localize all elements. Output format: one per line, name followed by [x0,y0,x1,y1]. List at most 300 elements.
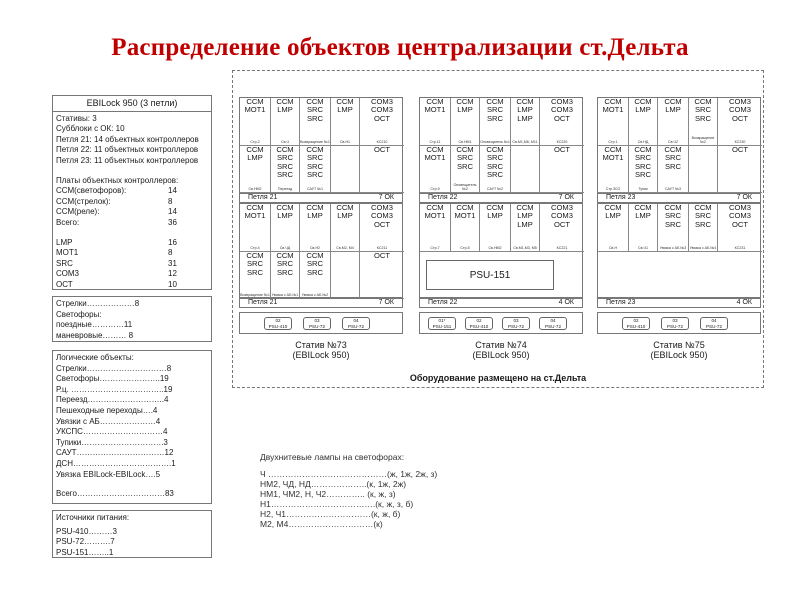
signals-body [53,297,211,343]
module-label: CCM [246,97,264,106]
module-label: LMP [517,219,533,229]
plate-row [56,186,208,197]
module-label: CCM [516,203,534,212]
module-label: CCM [486,203,504,212]
summary-panel [52,95,212,290]
module-label: LMP [665,105,681,115]
module-label: SRC [664,161,682,171]
module-label: LMP [247,153,263,163]
module-label: CCM [276,251,294,260]
logic-line: Тупики………………………….3 [56,437,168,447]
module-slot [271,146,300,193]
module-label: CCM [516,97,534,106]
legend-line: НМ2, ЧД, НД………………..(к, 1ж, 2ж) [260,479,407,489]
module-slot [240,98,271,146]
board-row-value: 16 [168,237,177,247]
module-label: CCM [634,203,652,212]
object-label: САУТ №3 [664,187,682,191]
board-row [56,269,208,280]
signal-line: Стрелки………………8 [56,299,140,308]
module-label: CCM [604,145,622,154]
loop-bar [597,193,761,203]
module-label: LMP [635,105,651,115]
module-label: COM3 [551,97,573,106]
plate-row-value: 36 [168,217,177,227]
object-label: Переезд [277,187,293,191]
module-slot [658,146,689,193]
module-label: COM3 [729,203,751,212]
spacer [56,167,208,176]
module-label: COM3 [551,105,573,115]
module-label: SRC [634,153,652,163]
module-slot [658,98,689,146]
legend-line: НМ1, ЧМ2, Н, Ч2………….. (к, ж, з) [260,489,396,499]
object-label: Св.НМ1 [458,140,472,144]
module-label: SRC [694,211,712,221]
psu-unit [264,317,292,330]
board-row [56,248,208,259]
board-row [56,259,208,270]
module-label: LMP [517,211,533,221]
psu-slot: 03 [314,318,320,323]
object-label: Св.М2, М4 [336,246,354,250]
module-slot [511,98,540,146]
module-label: SRC [486,161,504,171]
logic-body [53,351,211,502]
module-label: OCT [731,113,749,123]
plate-row-key: Всего: [56,217,80,227]
object-label: Св.Ч1 [638,246,648,250]
module-label: OCT [731,145,749,154]
module-slot [300,146,331,193]
object-label: Св.НМ2 [248,187,262,191]
object-label: Увязка с АБ №1 [271,293,299,297]
module-label: OCT [553,113,571,123]
object-label: Стр.3СО [605,187,621,191]
module-label: SRC [456,161,474,171]
module-slot [629,204,658,252]
module-label: CCM [426,97,444,106]
module-label: OCT [553,145,571,154]
module-slot [360,204,404,252]
module-slot [540,146,584,193]
module-slot [511,204,540,252]
psu-slot: 02 [633,318,639,323]
stand-caption [597,340,761,360]
stand-name: Статив №75 [653,340,705,350]
module-slot [240,204,271,252]
summary-line: Петля 21: 14 объектных контроллеров [56,134,199,144]
psu-slot: 02 [275,318,281,323]
stand-name: Статив №74 [475,340,527,350]
psu-unit [502,317,530,330]
plate-row-key: ССМ(светофоров): [56,186,127,196]
module-label: LMP [307,211,323,221]
module-slot [420,204,451,252]
loop-name: Петля 22 [428,194,458,201]
module-label: CCM [456,203,474,212]
module-slot [511,146,540,193]
psu-type: PSU-72 [308,323,326,329]
module-label: MOT1 [424,153,446,163]
module-label: OCT [731,219,749,229]
object-label: Стр.1 [608,140,618,144]
module-label: SRC [486,105,504,115]
legend-line: Н2, Ч1…………………………(к, ж, б) [260,509,401,519]
object-label: Оповещатель №2 [453,183,477,191]
board-row-value: 31 [168,258,177,268]
module-label: CCM [634,145,652,154]
module-slot [451,204,480,252]
module-slot [300,204,331,252]
module-slot [360,146,404,193]
object-label: Увязка с АБ №3 [659,246,687,250]
module-label: OCT [373,113,391,123]
legend-line: Н1……………………………….(к, ж, з, б) [260,499,414,509]
module-label: SRC [306,259,324,269]
module-label: LMP [337,211,353,221]
board-row-key: SRC [56,258,73,268]
module-label: LMP [457,105,473,115]
psu-slot: 04 [550,318,556,323]
spacer [56,229,208,238]
module-label: OCT [373,219,391,229]
module-label: SRC [306,153,324,163]
module-label: CCM [426,203,444,212]
psu-type: PSU-410 [469,323,489,329]
object-label: Св.Н1 [339,140,351,144]
module-slot [240,252,271,299]
module-label: CCM [604,97,622,106]
module-slot [360,98,404,146]
psu-unit [465,317,493,330]
module-label: MOT1 [602,105,624,115]
module-label: CCM [664,145,682,154]
module-label: SRC [486,113,504,123]
module-label: LMP [277,211,293,221]
module-slot [689,146,718,193]
signal-line: поездные…………11 [56,320,133,330]
module-slot [689,98,718,146]
stand-caption [239,340,403,360]
module-slot [271,204,300,252]
module-label: CCM [604,203,622,212]
plate-row-value: 14 [168,207,177,217]
module-slot [629,98,658,146]
module-slot [420,98,451,146]
module-label: SRC [694,219,712,229]
module-label: SRC [694,113,712,123]
object-label: Св.М1,М3, М5 [513,246,537,250]
module-label: CCM [694,97,712,106]
logic-line: УКСПС…………………………4 [56,427,168,437]
plate-row [56,207,208,218]
module-label: CCM [486,97,504,106]
module-label: MOT1 [424,211,446,221]
spacer [56,480,208,489]
module-label: CCM [664,97,682,106]
power-line: PSU-410………3 [56,526,117,536]
psu-slot: 04 [353,318,359,323]
module-label: SRC [634,161,652,171]
module-label: OCT [553,219,571,229]
loop-count: 4 ОК [736,299,752,306]
module-label: CCM [456,145,474,154]
psu-type: PSU-410 [626,323,646,329]
module-label: LMP [517,105,533,115]
signal-line: Светофоры: [56,309,102,319]
object-label: КС221 [556,246,568,250]
summary-line: Петля 23: 11 объектных контроллеров [56,155,199,165]
object-label: Св.НД [637,140,649,144]
module-slot [598,146,629,193]
power-line: PSU-151……..1 [56,547,114,557]
module-label: CCM [664,203,682,212]
module-label: SRC [306,169,324,179]
object-label: Возвращение №2 [691,136,715,144]
plate-row-key: ССМ(стрелок): [56,196,111,206]
object-label: Стр.4 [250,246,260,250]
logic-line: Светофоры…………………..19 [56,374,169,384]
module-slot [718,98,762,146]
module-label: SRC [306,105,324,115]
legend-title: Двухнитевые лампы на светофорах: [260,452,405,462]
object-label: Св.М1,М6, М11 [512,140,538,144]
module-label: COM3 [371,203,393,212]
module-label: CCM [456,97,474,106]
module-label: SRC [456,153,474,163]
psu-unit [428,317,456,330]
signals-panel [52,296,212,342]
module-slot [480,146,511,193]
loop-name: Петля 21 [248,194,278,201]
equipment-frame [232,70,764,388]
frame-caption: Оборудование размещено на ст.Дельта [409,373,587,383]
psu-type: PSU-151 [432,323,452,329]
module-label: CCM [276,145,294,154]
module-label: MOT1 [244,105,266,115]
loop-bar [597,298,761,308]
object-label: Стр.9 [430,187,440,191]
psu-row [597,312,761,334]
module-label: SRC [276,161,294,171]
loop-name: Петля 22 [428,299,458,306]
module-label: SRC [276,169,294,179]
module-slot [271,98,300,146]
plates-title: Платы объектных контроллеров: [56,175,179,185]
stand-caption [419,340,583,360]
stand-grid-top [419,97,583,193]
power-line: PSU-72……….7 [56,537,115,547]
board-row-key: LMP [56,237,73,247]
power-panel [52,510,212,558]
logic-line: САУТ……………………………12 [56,448,174,458]
psu-row [419,312,583,334]
page-title: Распределение объектов централизации ст.Дельта [111,34,689,61]
board-row-key: СОМ3 [56,269,79,279]
module-slot [718,146,762,193]
module-label: CCM [306,97,324,106]
module-slot [271,252,300,299]
summary-line: Субблоки с ОК: 10 [56,124,125,134]
module-slot [300,98,331,146]
object-label: КС230 [734,140,746,144]
summary-line: Петля 22: 11 объектных контроллеров [56,145,199,155]
logic-panel [52,350,212,504]
loop-name: Петля 23 [606,194,636,201]
module-label: MOT1 [244,211,266,221]
module-slot [331,146,360,193]
logic-line: Увязка EBILock-EBILock….5 [56,469,161,479]
module-label: CCM [694,203,712,212]
module-label: SRC [694,105,712,115]
logic-line: Стрелки…………………………8 [56,363,172,373]
legend-line: М2, М4…………………………(к) [260,519,383,529]
module-label: SRC [664,211,682,221]
module-slot [240,146,271,193]
module-label: CCM [246,251,264,260]
module-label: SRC [276,267,294,277]
module-label: SRC [306,161,324,171]
object-label: Возвращение №1 [240,293,270,297]
psu-type: PSU-72 [705,323,723,329]
object-label: Возвращение №1 [300,140,330,144]
module-label: COM3 [371,97,393,106]
module-label: MOT1 [424,105,446,115]
object-label: Св.Н [608,246,618,250]
stand-sub: (EBILock 950) [292,350,350,360]
module-slot [658,204,689,252]
object-label: Стр.11 [429,140,441,144]
psu-unit [661,317,689,330]
psu-unit [700,317,728,330]
module-label: OCT [373,251,391,260]
module-label: CCM [306,145,324,154]
module-label: SRC [664,153,682,163]
psu-unit [342,317,370,330]
module-slot [451,98,480,146]
psu-type: PSU-72 [666,323,684,329]
psu-type: PSU-72 [544,323,562,329]
lamp-legend [260,452,437,529]
module-slot [689,204,718,252]
module-slot [480,98,511,146]
object-label: Стр.5 [460,246,470,250]
object-label: КС220 [556,140,568,144]
module-label: SRC [306,113,324,123]
summary-line: Стативы: 3 [56,113,97,123]
module-slot [598,98,629,146]
module-label: CCM [336,203,354,212]
signal-line: маневровые……… 8 [56,330,134,340]
loop-name: Петля 23 [606,299,636,306]
module-label: SRC [246,267,264,277]
module-label: LMP [337,105,353,115]
module-label: LMP [635,211,651,221]
stand-name: Статив №73 [295,340,347,350]
object-label: САУТ №1 [306,187,324,191]
module-label: CCM [486,145,504,154]
summary-body [53,112,211,293]
module-label: COM3 [371,211,393,221]
legend-line: Ч ……………………………………(ж, 1ж, 2ж, з) [260,469,438,479]
module-label: CCM [276,203,294,212]
stand-grid-top [239,97,403,193]
object-label: Св.НМ2 [488,246,502,250]
board-row-value: 8 [168,248,173,258]
board-row-key: ОСТ [56,279,73,289]
module-label: MOT1 [454,211,476,221]
object-label: Св.Н2 [309,246,321,250]
board-row [56,280,208,291]
module-label: SRC [306,267,324,277]
loop-count: 7 ОК [558,194,574,201]
logic-total: Всего……………………………83 [56,489,174,499]
object-label: КС210 [376,140,388,144]
object-label: Св.Ч2 [668,140,678,144]
module-slot [480,204,511,252]
legend-lines [260,469,437,529]
board-row-value: 10 [168,279,177,289]
object-label: Стр.7 [430,246,440,250]
module-slot [451,146,480,193]
psu-slot: 03 [513,318,519,323]
psu-row [239,312,403,334]
loop-bar [419,193,583,203]
psu-type: PSU-410 [268,323,288,329]
module-label: SRC [276,259,294,269]
stand-sub: (EBILock 950) [650,350,708,360]
module-label: SRC [486,153,504,163]
module-slot [331,98,360,146]
module-label: COM3 [729,105,751,115]
plate-row [56,218,208,229]
object-label: Св.Ч [281,140,289,144]
stand-grid-bottom [419,203,583,298]
object-label: САУТ №2 [486,187,504,191]
module-slot [420,146,451,193]
loop-bar [239,298,403,308]
object-label: Тупик [638,187,648,191]
plate-row-value: 14 [168,186,177,196]
board-row-value: 12 [168,269,177,279]
module-slot [540,204,584,252]
object-label: Увязка с АБ №2 [301,293,329,297]
psu-slot: 03 [672,318,678,323]
module-slot [598,204,629,252]
module-label: COM3 [729,97,751,106]
module-label: CCM [306,203,324,212]
module-label: CCM [276,97,294,106]
psu-type: PSU-72 [347,323,365,329]
loop-count: 7 ОК [736,194,752,201]
module-label: LMP [605,211,621,221]
module-slot [300,252,331,299]
plate-row [56,197,208,208]
module-label: CCM [306,251,324,260]
module-label: LMP [277,105,293,115]
module-label: LMP [517,113,533,123]
module-slot [360,252,404,299]
psu-slot: 02 [476,318,482,323]
object-label: Оповещатель №1 [480,140,510,144]
logic-line: ДСН……………………………….1 [56,458,176,468]
module-label: CCM [426,145,444,154]
loop-bar [419,298,583,308]
plate-row-key: ССМ(реле): [56,207,100,217]
stand-grid-bottom [239,203,403,298]
power-body [53,511,211,560]
